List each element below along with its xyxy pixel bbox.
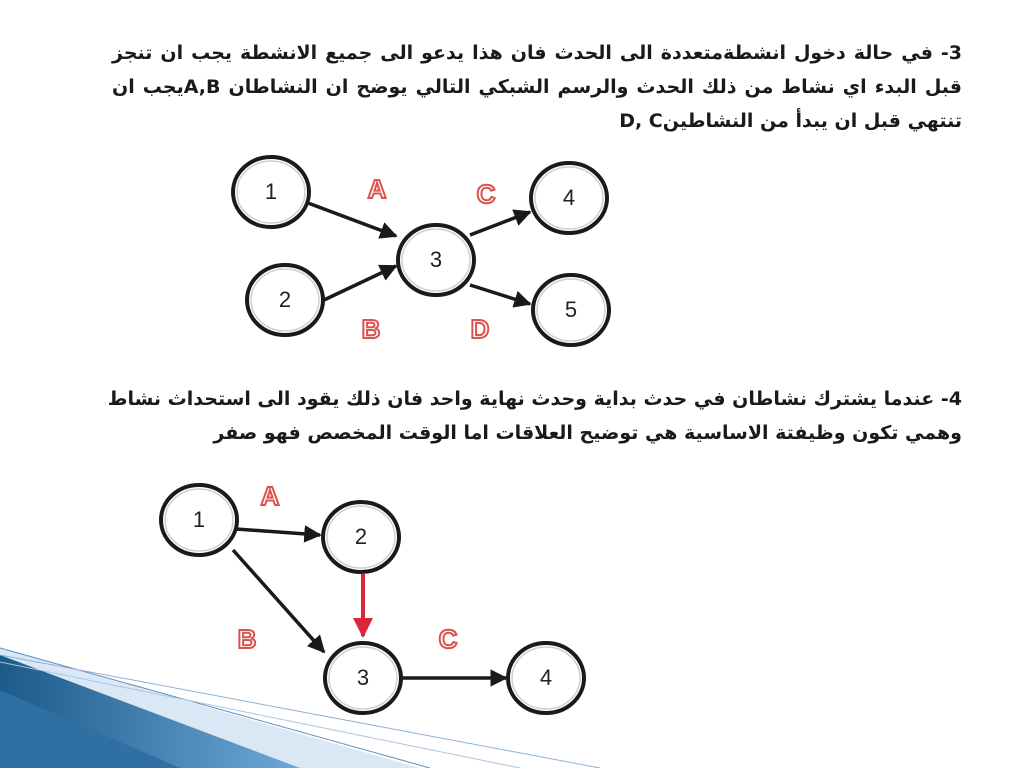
diagram-1 xyxy=(233,157,609,345)
node-4 xyxy=(508,643,584,713)
node-4-label: 4 xyxy=(562,184,576,210)
section-3-line-1: 3- في حالة دخول انشطةمتعددة الى الحدث فان هذا يدعو الى جميع الانشطة يجب ان تنجز xyxy=(112,42,962,64)
node-4-label: 4 xyxy=(539,664,553,690)
edge-b xyxy=(324,266,396,300)
node-3 xyxy=(398,225,474,295)
node-3 xyxy=(325,643,401,713)
activity-a-label: A xyxy=(260,481,280,511)
activity-b-label: B xyxy=(237,624,257,654)
activity-b-label: B xyxy=(361,314,381,344)
node-2 xyxy=(247,265,323,335)
node-3-label: 3 xyxy=(356,664,370,690)
section-3-line-2: قبل البدء اي نشاط من ذلك الحدث والرسم الشبكي التالي يوضح ان النشاطان A,Bيجب ان xyxy=(112,76,962,98)
node-3-label: 3 xyxy=(429,246,443,272)
node-5-label: 5 xyxy=(564,296,578,322)
edge-a xyxy=(236,529,320,535)
edge-c xyxy=(470,212,530,235)
node-5 xyxy=(533,275,609,345)
node-2-label: 2 xyxy=(354,523,368,549)
node-1-label: 1 xyxy=(192,506,206,532)
node-1 xyxy=(161,485,237,555)
node-2-label: 2 xyxy=(278,286,292,312)
node-1 xyxy=(233,157,309,227)
activity-a-label: A xyxy=(367,174,387,204)
section-4-line-2: وهمي تكون وظيفتة الاساسية هي توضيح العلاقات اما الوقت المخصص فهو صفر xyxy=(213,422,962,444)
edge-d xyxy=(470,285,530,304)
diagram-2 xyxy=(161,481,584,713)
activity-d-label: D xyxy=(470,314,490,344)
activity-c-label: C xyxy=(476,179,496,209)
node-1-label: 1 xyxy=(264,178,278,204)
section-4-line-1: 4- عندما يشترك نشاطان في حدث بداية وحدث نهاية واحد فان ذلك يقود الى استحداث نشاط xyxy=(107,388,962,410)
activity-c-label: C xyxy=(438,624,458,654)
node-2 xyxy=(323,502,399,572)
node-4 xyxy=(531,163,607,233)
section-3-line-3: تنتهي قبل ان يبدأ من النشاطينD, C xyxy=(619,110,962,132)
